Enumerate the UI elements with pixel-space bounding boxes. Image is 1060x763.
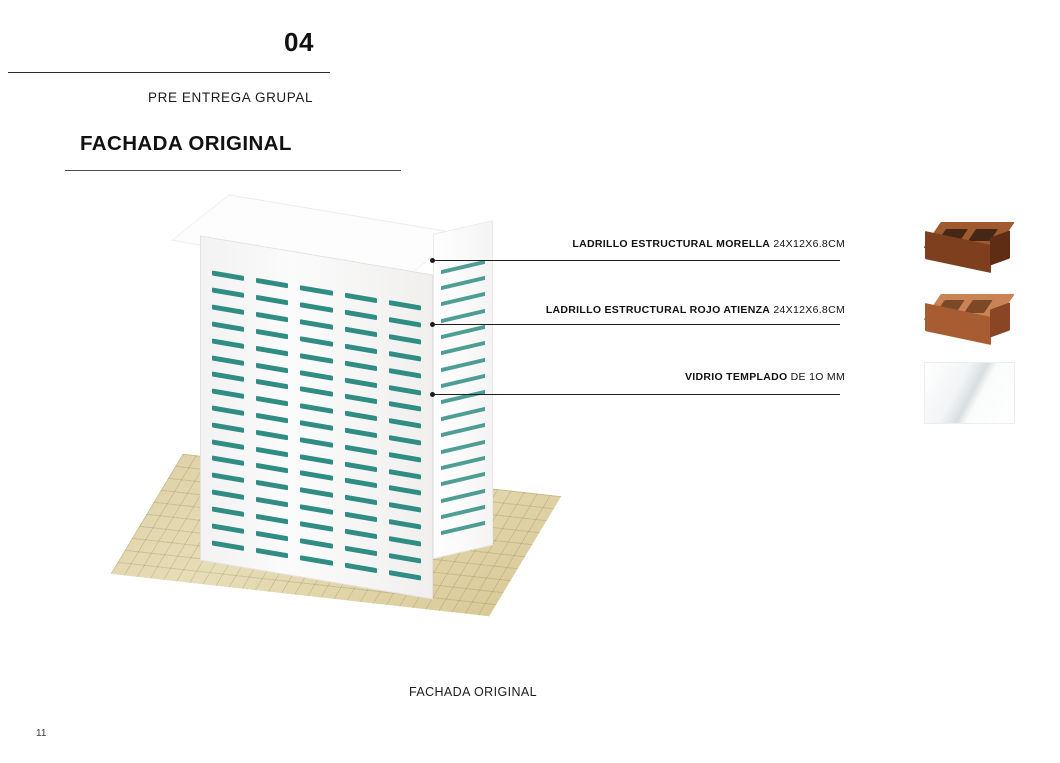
window [389, 301, 421, 311]
callout-label-morella-rest: 24X12X6.8CM [770, 238, 845, 250]
title-underline [65, 170, 401, 171]
window [256, 396, 288, 406]
window [300, 521, 332, 531]
window [345, 545, 377, 555]
window [256, 547, 288, 557]
window [441, 276, 485, 290]
window [441, 472, 485, 486]
window [389, 502, 421, 512]
facade-window-grid [212, 268, 421, 584]
section-number: 04 [284, 27, 314, 57]
window [389, 317, 421, 327]
window [212, 456, 244, 466]
brick-hole [964, 300, 993, 313]
window [345, 377, 377, 387]
window [389, 418, 421, 428]
callout-label-vidrio [685, 371, 845, 383]
window [212, 540, 244, 550]
window [389, 469, 421, 479]
window [300, 538, 332, 548]
window [345, 529, 377, 539]
window [441, 521, 485, 535]
window [300, 403, 332, 413]
window [345, 562, 377, 572]
window [212, 405, 244, 415]
brick-right-face [990, 302, 1010, 337]
window [389, 536, 421, 546]
window [212, 355, 244, 365]
window [441, 358, 485, 372]
window [441, 407, 485, 421]
window [345, 495, 377, 505]
brick-morella-3d [924, 216, 1015, 278]
callout-label-atienza-bold: LADRILLO ESTRUCTURAL ROJO ATIENZA [545, 304, 771, 316]
window [212, 490, 244, 500]
window [345, 461, 377, 471]
glass-swatch [924, 362, 1015, 424]
window [441, 439, 485, 453]
window [345, 327, 377, 337]
window [441, 374, 485, 388]
window [256, 497, 288, 507]
window [212, 523, 244, 533]
window [256, 312, 288, 322]
window [389, 486, 421, 496]
window [345, 445, 377, 455]
window [212, 321, 244, 331]
callout-label-atienza-rest: 24X12X6.8CM [770, 304, 845, 316]
building-side-facade [433, 220, 493, 559]
window [389, 570, 421, 580]
window [389, 385, 421, 395]
window [300, 303, 332, 313]
window [212, 305, 244, 315]
window [389, 519, 421, 529]
window [256, 329, 288, 339]
callout-label-morella-bold: LADRILLO ESTRUCTURAL MORELLA [572, 238, 771, 250]
window [441, 292, 485, 306]
window [441, 456, 485, 470]
window [212, 271, 244, 281]
window [441, 309, 485, 323]
callout-label-vidrio-bold: VIDRIO TEMPLADO [684, 371, 788, 383]
window [256, 463, 288, 473]
window [441, 325, 485, 339]
window [345, 478, 377, 488]
window [345, 394, 377, 404]
building-main-facade [200, 236, 433, 600]
window [389, 368, 421, 378]
window [212, 439, 244, 449]
brick-rojo-atienza-swatch [924, 288, 1015, 350]
window [300, 370, 332, 380]
window [212, 372, 244, 382]
window [441, 489, 485, 503]
window [441, 505, 485, 519]
brick-right-face [990, 230, 1010, 265]
side-window-grid [441, 256, 485, 539]
window [212, 338, 244, 348]
window [300, 286, 332, 296]
window [389, 401, 421, 411]
page-number: 11 [36, 728, 47, 739]
callout-line-vidrio [432, 394, 840, 395]
window [441, 260, 485, 274]
callout-line-atienza [432, 324, 840, 325]
window [256, 346, 288, 356]
window [256, 379, 288, 389]
window [256, 362, 288, 372]
window [389, 351, 421, 361]
header-divider [8, 72, 330, 73]
window [345, 293, 377, 303]
glass-panel [924, 362, 1015, 424]
page-title: FACHADA ORIGINAL [80, 132, 292, 155]
deck-subtitle: PRE ENTREGA GRUPAL [148, 90, 314, 105]
window [300, 353, 332, 363]
window [300, 336, 332, 346]
window [300, 504, 332, 514]
window [212, 506, 244, 516]
window [300, 555, 332, 565]
window [256, 447, 288, 457]
window [345, 344, 377, 354]
callout-line-morella [432, 260, 840, 261]
window [256, 480, 288, 490]
window [212, 473, 244, 483]
brick-atienza-3d [924, 288, 1015, 350]
window [441, 341, 485, 355]
window [256, 295, 288, 305]
window [300, 454, 332, 464]
window [389, 553, 421, 563]
window [345, 360, 377, 370]
callout-label-vidrio-rest: DE 1O MM [787, 371, 845, 383]
window [300, 387, 332, 397]
window [389, 435, 421, 445]
window [441, 423, 485, 437]
window [300, 471, 332, 481]
window [300, 319, 332, 329]
callout-label-atienza [546, 304, 845, 316]
window [300, 488, 332, 498]
fachada-original-render [120, 195, 560, 635]
window [212, 288, 244, 298]
window [256, 413, 288, 423]
window [212, 389, 244, 399]
window [256, 278, 288, 288]
window [212, 422, 244, 432]
window [345, 310, 377, 320]
window [389, 334, 421, 344]
window [256, 514, 288, 524]
window [256, 430, 288, 440]
window [300, 437, 332, 447]
window [345, 512, 377, 522]
window [256, 531, 288, 541]
brick-morella-swatch [924, 216, 1015, 278]
figure-caption: FACHADA ORIGINAL [409, 685, 537, 699]
callout-label-morella [572, 238, 845, 250]
window [389, 452, 421, 462]
window [345, 428, 377, 438]
window [441, 390, 485, 404]
window [345, 411, 377, 421]
window [300, 420, 332, 430]
